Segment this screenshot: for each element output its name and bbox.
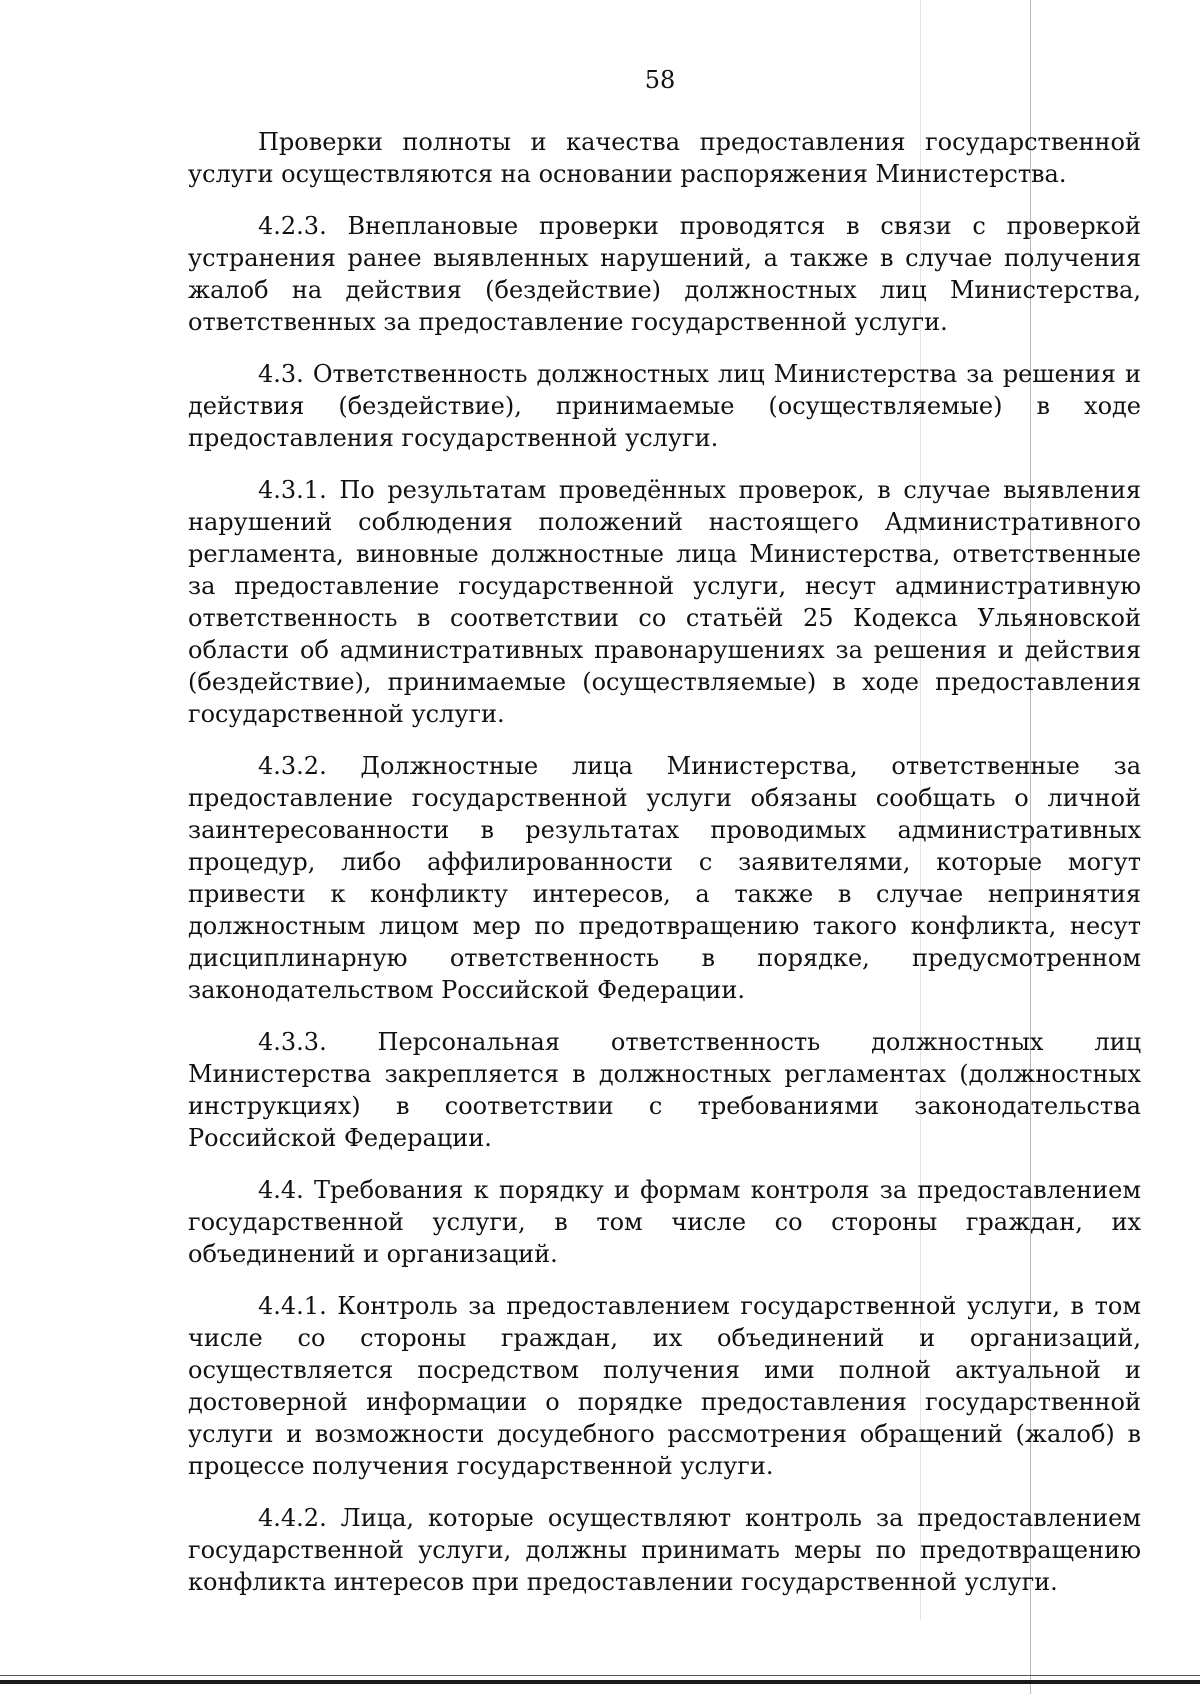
document-body: [188, 126, 1141, 1618]
paragraph-4-3-3: 4.3.3. Персональная ответственность должностных лиц Министерства закрепляется в должностных регламентах (должностных инструкциях) в соответствии с требованиями законодательства Российской Федерации.: [188, 1028, 1141, 1152]
paragraph-4-3: 4.3. Ответственность должностных лиц Министерства за решения и действия (бездействие), принимаемые (осуществляемые) в ходе предоставления государственной услуги.: [188, 360, 1141, 452]
paragraph-4-4-2: 4.4.2. Лица, которые осуществляют контроль за предоставлением государственной услуги, должны принимать меры по предотвращению конфликта интересов при предоставлении государственной услуги.: [188, 1504, 1141, 1596]
scan-bottom-edge-thin: [0, 1675, 1200, 1676]
paragraph-4-2-3: 4.2.3. Внеплановые проверки проводятся в связи с проверкой устранения ранее выявленных нарушений, а также в случае получения жалоб на действия (бездействие) должностных лиц Министерства, ответственных за предоставление государственной услуги.: [188, 212, 1141, 336]
paragraph-4-4: 4.4. Требования к порядку и формам контроля за предоставлением государственной услуги, в том числе со стороны граждан, их объединений и организаций.: [188, 1176, 1141, 1268]
scan-bottom-edge: [0, 1680, 1200, 1684]
paragraph-4-3-2: 4.3.2. Должностные лица Министерства, ответственные за предоставление государственной услуги обязаны сообщать о личной заинтересованности в результатах проводимых административных процедур, либо аффилированности с заявителями, которые могут привести к конфликту интересов, а также в случае непринятия должностным лицом мер по предотвращению такого конфликта, несут дисциплинарную ответственность в порядке, предусмотренном законодательством Российской Федерации.: [188, 752, 1141, 1004]
paragraph-inspection-orders: Проверки полноты и качества предоставления государственной услуги осуществляются на основании распоряжения Министерства.: [188, 128, 1141, 188]
page-number: 58: [644, 66, 676, 94]
paragraph-4-4-1: 4.4.1. Контроль за предоставлением государственной услуги, в том числе со стороны граждан, их объединений и организаций, осуществляется посредством получения ими полной актуальной и достоверной информации о порядке предоставления государственной услуги и возможности досудебного рассмотрения обращений (жалоб) в процессе получения государственной услуги.: [188, 1292, 1141, 1480]
paragraph-4-3-1: 4.3.1. По результатам проведённых проверок, в случае выявления нарушений соблюдения положений настоящего Административного регламента, виновные должностные лица Министерства, ответственные за предоставление государственной услуги, несут административную ответственность в соответствии со статьёй 25 Кодекса Ульяновской области об административных правонарушениях за решения и действия (бездействие), принимаемые (осуществляемые) в ходе предоставления государственной услуги.: [188, 476, 1141, 728]
